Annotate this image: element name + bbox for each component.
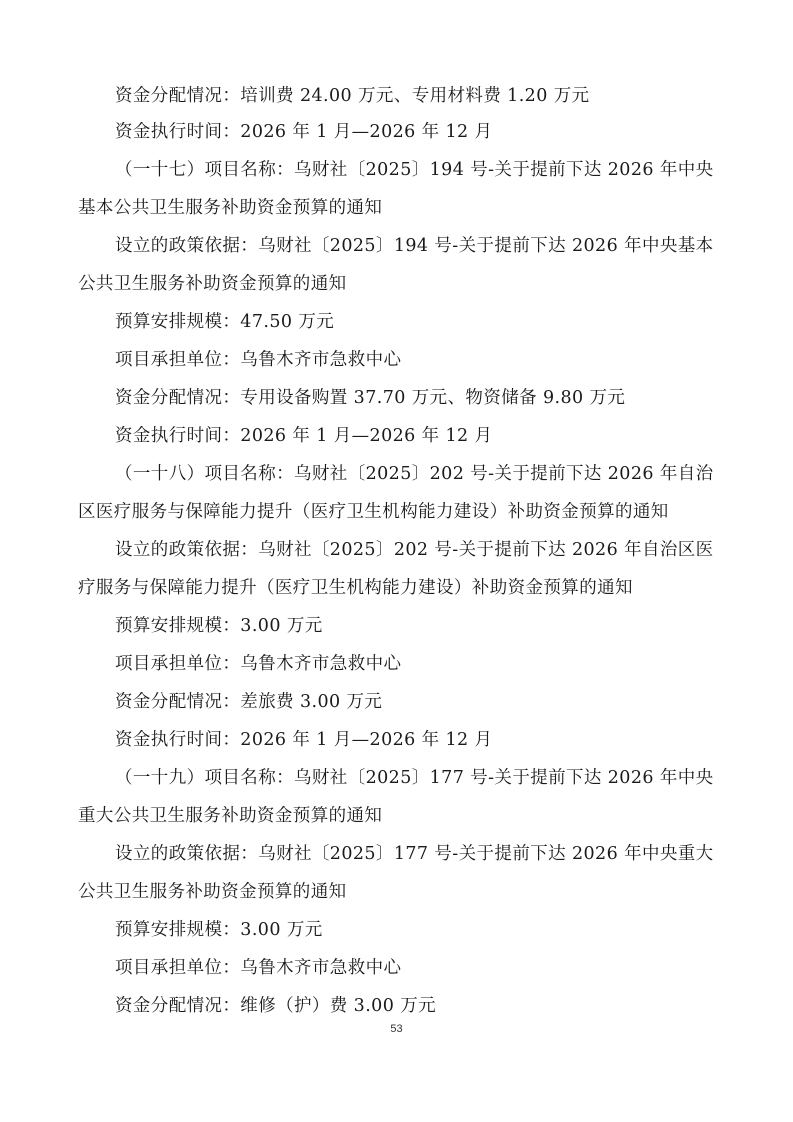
- paragraph-line: 资金分配情况：维修（护）费 3.00 万元: [115, 996, 436, 1016]
- section-heading-line: （一十九）项目名称：乌财社〔2025〕177 号-关于提前下达 2026 年中央: [115, 768, 714, 788]
- section-heading-line: 区医疗服务与保障能力提升（医疗卫生机构能力建设）补助资金预算的通知: [78, 502, 669, 522]
- paragraph-line: 项目承担单位：乌鲁木齐市急救中心: [115, 350, 402, 370]
- paragraph-line: 公共卫生服务补助资金预算的通知: [78, 274, 347, 294]
- paragraph-line: 疗服务与保障能力提升（医疗卫生机构能力建设）补助资金预算的通知: [78, 578, 633, 598]
- paragraph-line: 资金执行时间：2026 年 1 月—2026 年 12 月: [115, 730, 493, 750]
- section-heading-line: 重大公共卫生服务补助资金预算的通知: [78, 806, 383, 826]
- paragraph-line: 公共卫生服务补助资金预算的通知: [78, 882, 347, 902]
- paragraph-line: 资金执行时间：2026 年 1 月—2026 年 12 月: [115, 426, 493, 446]
- paragraph-line: 设立的政策依据：乌财社〔2025〕177 号-关于提前下达 2026 年中央重大: [115, 844, 714, 864]
- paragraph-line: 设立的政策依据：乌财社〔2025〕202 号-关于提前下达 2026 年自治区医: [115, 540, 714, 560]
- paragraph-line: 预算安排规模：3.00 万元: [115, 920, 323, 940]
- paragraph-line: 预算安排规模：47.50 万元: [115, 312, 335, 332]
- paragraph-line: 资金执行时间：2026 年 1 月—2026 年 12 月: [115, 122, 493, 142]
- paragraph-line: 资金分配情况：培训费 24.00 万元、专用材料费 1.20 万元: [115, 86, 590, 106]
- paragraph-line: 资金分配情况：差旅费 3.00 万元: [115, 692, 383, 712]
- paragraph-line: 项目承担单位：乌鲁木齐市急救中心: [115, 654, 402, 674]
- page-number: 53: [390, 1023, 403, 1035]
- section-heading-line: （一十八）项目名称：乌财社〔2025〕202 号-关于提前下达 2026 年自治: [115, 464, 714, 484]
- section-heading-line: （一十七）项目名称：乌财社〔2025〕194 号-关于提前下达 2026 年中央: [115, 160, 714, 180]
- paragraph-line: 设立的政策依据：乌财社〔2025〕194 号-关于提前下达 2026 年中央基本: [115, 236, 714, 256]
- paragraph-line: 项目承担单位：乌鲁木齐市急救中心: [115, 958, 402, 978]
- paragraph-line: 预算安排规模：3.00 万元: [115, 616, 323, 636]
- paragraph-line: 资金分配情况：专用设备购置 37.70 万元、物资储备 9.80 万元: [115, 388, 626, 408]
- section-heading-line: 基本公共卫生服务补助资金预算的通知: [78, 198, 383, 218]
